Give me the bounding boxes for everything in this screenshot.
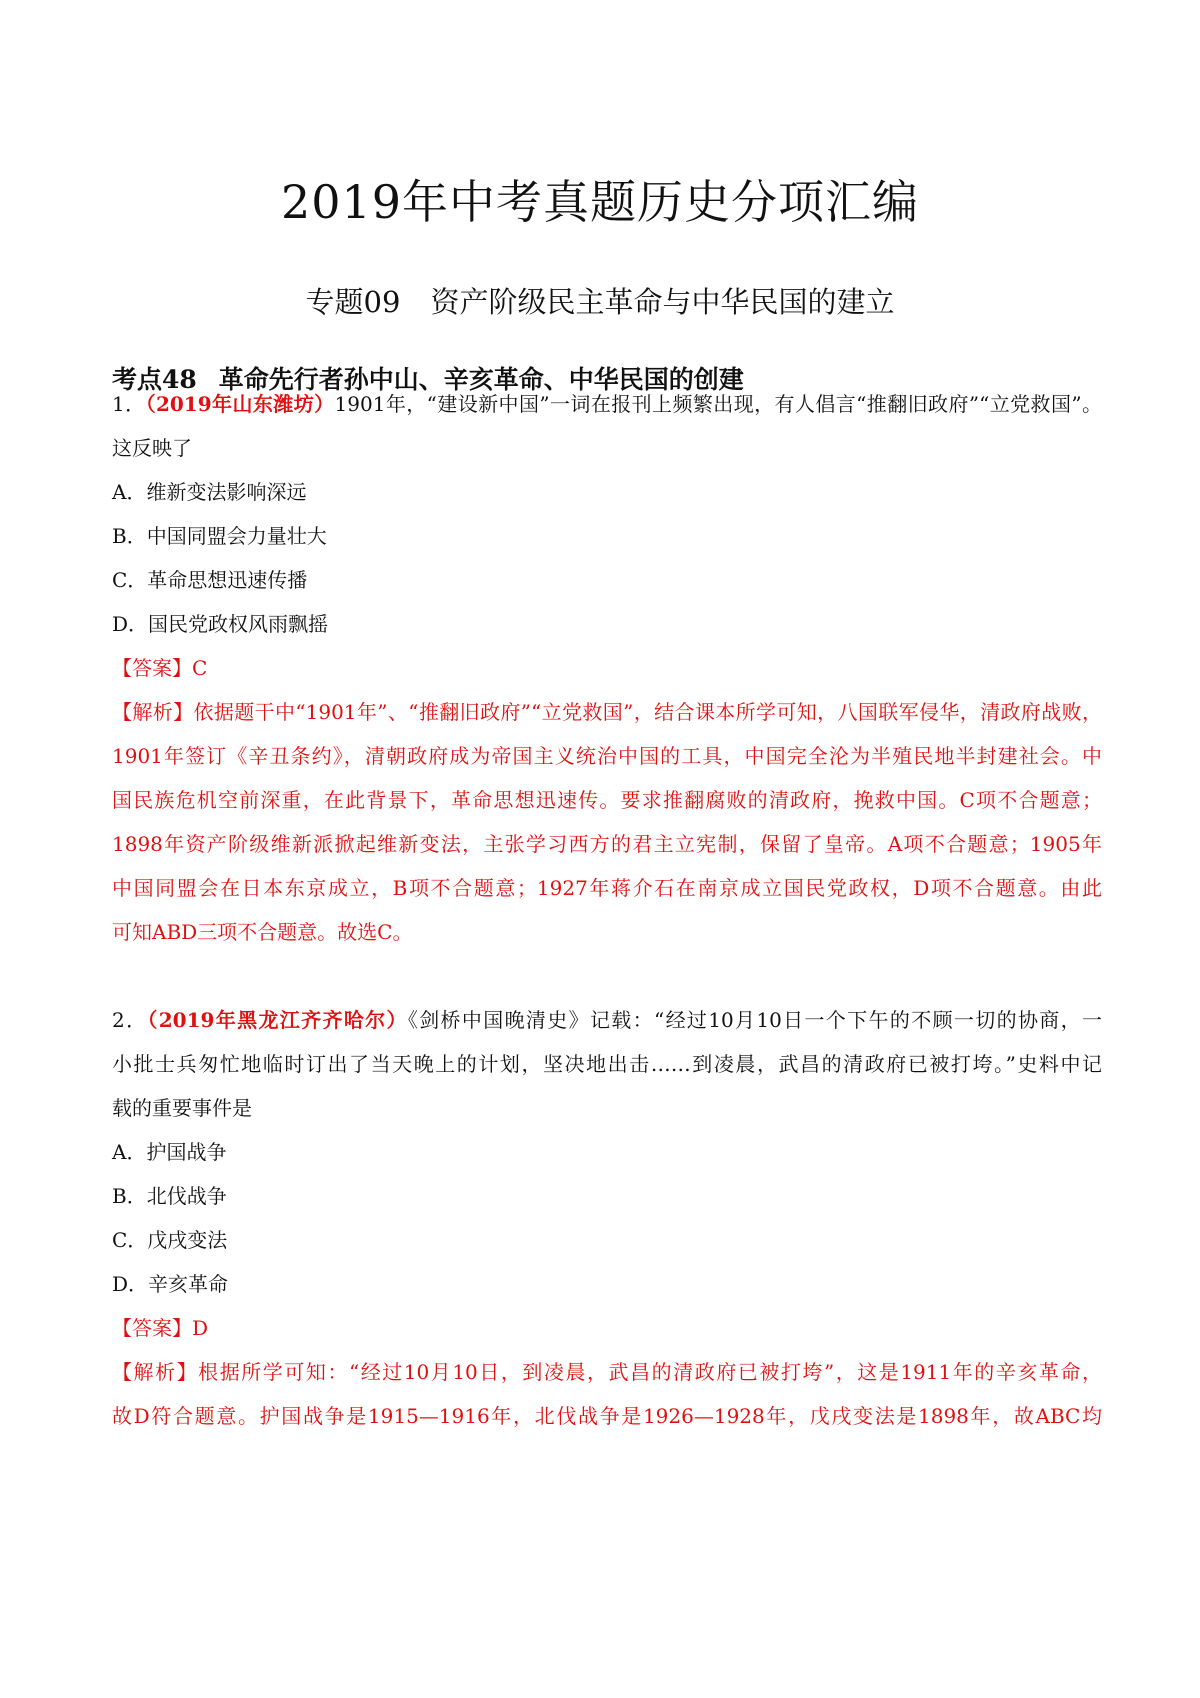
question-1-stem-line-2: 这反映了	[112, 436, 192, 460]
question-1-option-b: B．中国同盟会力量壮大	[112, 524, 327, 548]
question-stem-text: 《剑桥中国晚清史》记载：“经过10月10日一个下午的不顾一切的协商，一	[407, 1008, 1102, 1032]
question-1-analysis-line-2: 1901年签订《辛丑条约》，清朝政府成为帝国主义统治中国的工具，中国完全沦为半殖民地半封建社会。中	[112, 744, 1102, 768]
question-number: 2．	[112, 1008, 148, 1032]
answer-label: 【答案】	[112, 656, 192, 680]
question-2-option-c: C．戊戌变法	[112, 1228, 228, 1252]
section-label: 考点48	[112, 365, 197, 394]
question-1-analysis-line-1	[112, 698, 1102, 726]
question-1-analysis-line-5: 中国同盟会在日本东京成立，B项不合题意；1927年蒋介石在南京成立国民党政权，D项不合题意。由此	[112, 876, 1102, 900]
question-1-option-a: A．维新变法影响深远	[112, 480, 307, 504]
question-stem-text: 1901年，“建设新中国”一词在报刊上频繁出现，有人倡言“推翻旧政府”“立党救国”。	[334, 392, 1103, 416]
question-1-option-d: D．国民党政权风雨飘摇	[112, 612, 329, 636]
question-1-stem-line-1	[112, 390, 1102, 418]
question-2-stem-line-3: 载的重要事件是	[112, 1096, 252, 1120]
answer-value: D	[192, 1316, 209, 1340]
topic-text: 资产阶级民主革命与中华民国的建立	[430, 285, 895, 319]
question-2-stem-line-2: 小批士兵匆忙地临时订出了当天晚上的计划，坚决地出击……到凌晨，武昌的清政府已被打垮。”史料中记	[112, 1052, 1102, 1076]
question-1-analysis-line-6: 可知ABD三项不合题意。故选C。	[112, 920, 413, 944]
question-2-option-d: D．辛亥革命	[112, 1272, 229, 1296]
question-2-option-a: A．护国战争	[112, 1140, 227, 1164]
question-number: 1．	[112, 392, 146, 416]
question-2-analysis-line-2: 故D符合题意。护国战争是1915—1916年，北伐战争是1926—1928年，戊戌变法是1898年，故ABC均	[112, 1404, 1102, 1428]
analysis-text: 依据题干中“1901年”、“推翻旧政府”“立党救国”，结合课本所学可知，八国联军侵华，清政府战败，	[193, 700, 1103, 724]
question-2-option-b: B．北伐战争	[112, 1184, 227, 1208]
analysis-label: 【解析】	[112, 700, 194, 724]
topic-subtitle	[0, 282, 1200, 322]
question-1-answer	[112, 654, 1102, 682]
section-text: 革命先行者孙中山、辛亥革命、中华民国的创建	[218, 365, 744, 394]
page-title: 2019年中考真题历史分项汇编	[280, 175, 920, 229]
question-source: （2019年山东潍坊）	[145, 392, 335, 416]
question-2-answer	[112, 1314, 1102, 1342]
question-1-analysis-line-3: 国民族危机空前深重，在此背景下，革命思想迅速传。要求推翻腐败的清政府，挽救中国。C项不合题意；	[112, 788, 1102, 812]
analysis-label: 【解析】	[112, 1360, 199, 1384]
answer-label: 【答案】	[112, 1316, 192, 1340]
question-source: （2019年黑龙江齐齐哈尔）	[147, 1008, 408, 1032]
question-2-stem-line-1	[112, 1006, 1102, 1034]
question-1-option-c: C．革命思想迅速传播	[112, 568, 308, 592]
analysis-text: 根据所学可知：“经过10月10日，到凌晨，武昌的清政府已被打垮”，这是1911年的辛亥革命，	[198, 1360, 1103, 1384]
question-1-analysis-line-4: 1898年资产阶级维新派掀起维新变法，主张学习西方的君主立宪制，保留了皇帝。A项不合题意；1905年	[112, 832, 1102, 856]
question-2-analysis-line-1	[112, 1358, 1102, 1386]
answer-value: C	[192, 656, 208, 680]
topic-label: 专题09	[305, 285, 401, 319]
